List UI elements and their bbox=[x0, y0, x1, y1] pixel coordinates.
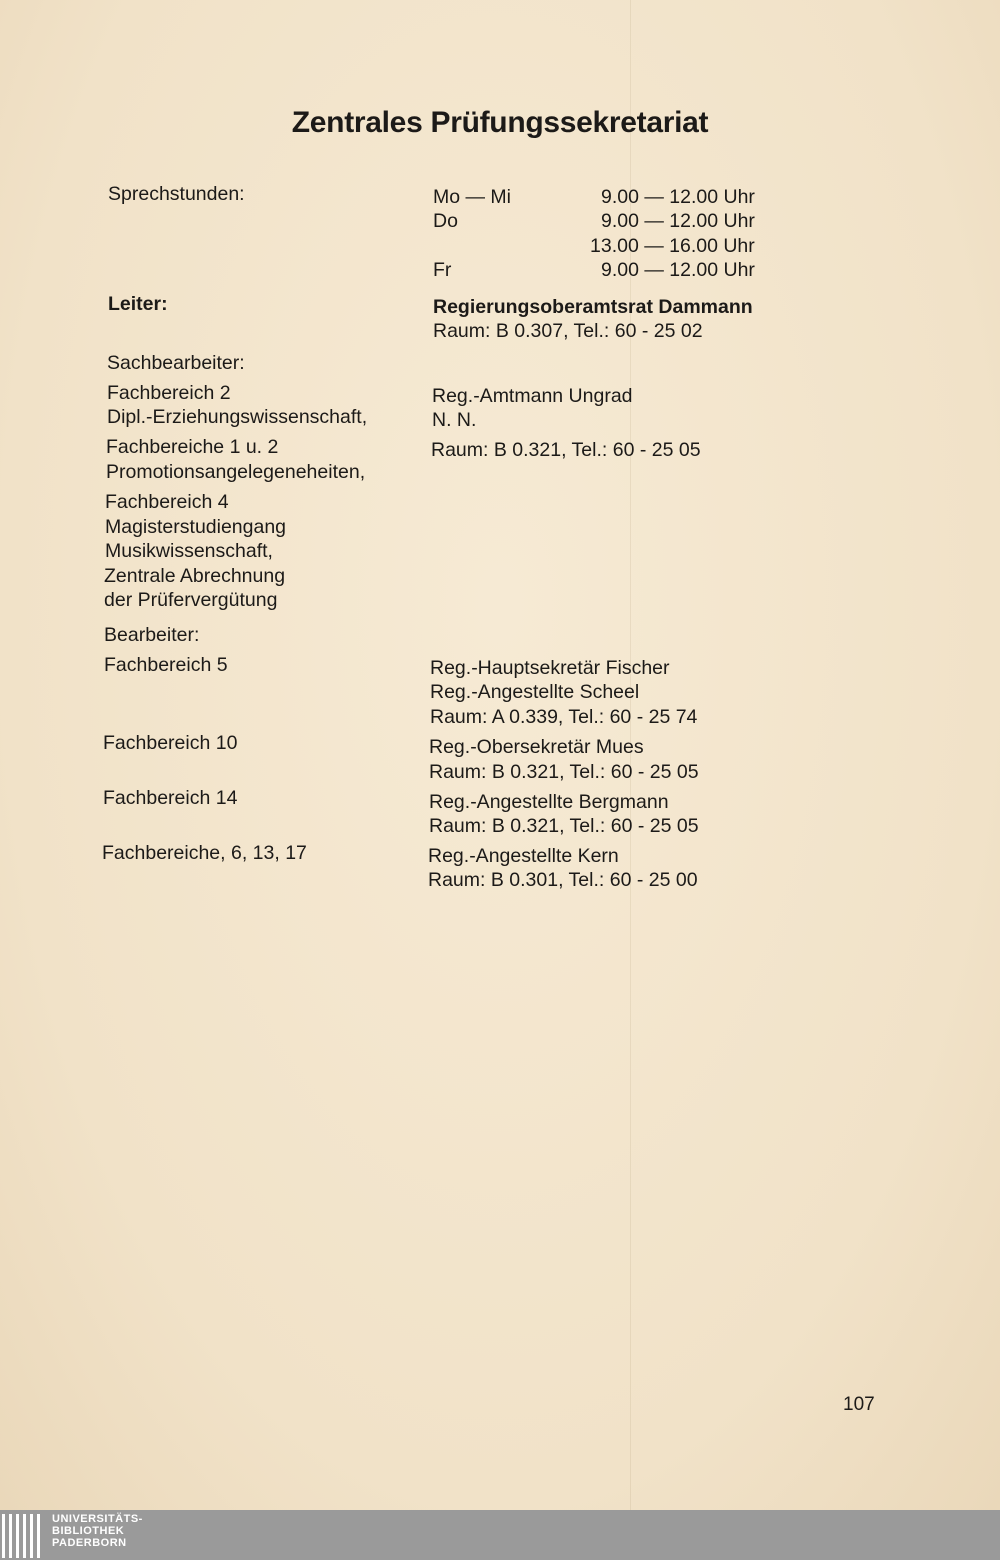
department-subject: Musikwissenschaft, bbox=[105, 540, 273, 562]
clerk-room: Raum: B 0.321, Tel.: 60 - 25 05 bbox=[431, 439, 701, 461]
department-label: Fachbereich 5 bbox=[104, 654, 228, 676]
library-footer-bar bbox=[0, 1510, 1000, 1560]
office-hours-day: Do bbox=[433, 210, 458, 232]
office-hours-day: Mo — Mi bbox=[433, 186, 511, 208]
department-label: Fachbereiche, 6, 13, 17 bbox=[102, 842, 307, 864]
staff-label: Bearbeiter: bbox=[104, 624, 200, 646]
department-label: Fachbereiche 1 u. 2 bbox=[106, 436, 279, 458]
clerk-name: Reg.-Amtmann Ungrad bbox=[432, 385, 633, 407]
staff-room: Raum: B 0.321, Tel.: 60 - 25 05 bbox=[429, 815, 699, 837]
staff-name: Reg.-Angestellte Kern bbox=[428, 845, 619, 867]
office-hours-time: 13.00 — 16.00 Uhr bbox=[590, 235, 755, 257]
staff-room: Raum: A 0.339, Tel.: 60 - 25 74 bbox=[430, 706, 698, 728]
library-logo-icon bbox=[2, 1514, 40, 1558]
office-hours-time: 9.00 — 12.00 Uhr bbox=[601, 210, 755, 232]
department-subject: Promotionsangelegeneheiten, bbox=[106, 461, 366, 483]
office-hours-time: 9.00 — 12.00 Uhr bbox=[601, 259, 755, 281]
staff-name: Reg.-Angestellte Scheel bbox=[430, 681, 640, 703]
logo-line: BIBLIOTHEK bbox=[52, 1525, 125, 1537]
office-hours-label: Sprechstunden: bbox=[108, 183, 245, 205]
logo-line: PADERBORN bbox=[52, 1537, 127, 1549]
department-label: Fachbereich 10 bbox=[103, 732, 238, 754]
department-label: Fachbereich 4 bbox=[105, 491, 229, 513]
staff-name: Reg.-Hauptsekretär Fischer bbox=[430, 657, 670, 679]
office-hours-time: 9.00 — 12.00 Uhr bbox=[601, 186, 755, 208]
head-room: Raum: B 0.307, Tel.: 60 - 25 02 bbox=[433, 320, 703, 342]
department-subject: Dipl.-Erziehungswissenschaft, bbox=[107, 406, 368, 428]
logo-line: UNIVERSITÄTS- bbox=[52, 1513, 143, 1525]
office-hours-day: Fr bbox=[433, 259, 452, 281]
library-logo-text bbox=[52, 1513, 143, 1549]
head-label: Leiter: bbox=[108, 293, 168, 315]
staff-name: Reg.-Angestellte Bergmann bbox=[429, 791, 669, 813]
staff-room: Raum: B 0.321, Tel.: 60 - 25 05 bbox=[429, 761, 699, 783]
head-name: Regierungsoberamtsrat Dammann bbox=[433, 296, 753, 318]
department-subject: Zentrale Abrechnung bbox=[104, 565, 286, 587]
department-label: Fachbereich 2 bbox=[107, 382, 231, 404]
staff-room: Raum: B 0.301, Tel.: 60 - 25 00 bbox=[428, 869, 698, 891]
clerks-label: Sachbearbeiter: bbox=[107, 352, 245, 374]
page-title: Zentrales Prüfungssekretariat bbox=[291, 106, 709, 139]
department-subject: der Prüfervergütung bbox=[104, 589, 278, 611]
page-number: 107 bbox=[843, 1394, 875, 1415]
department-subject: Magisterstudiengang bbox=[105, 516, 287, 538]
staff-name: Reg.-Obersekretär Mues bbox=[429, 736, 644, 758]
clerk-name: N. N. bbox=[432, 409, 477, 431]
department-label: Fachbereich 14 bbox=[103, 787, 238, 809]
